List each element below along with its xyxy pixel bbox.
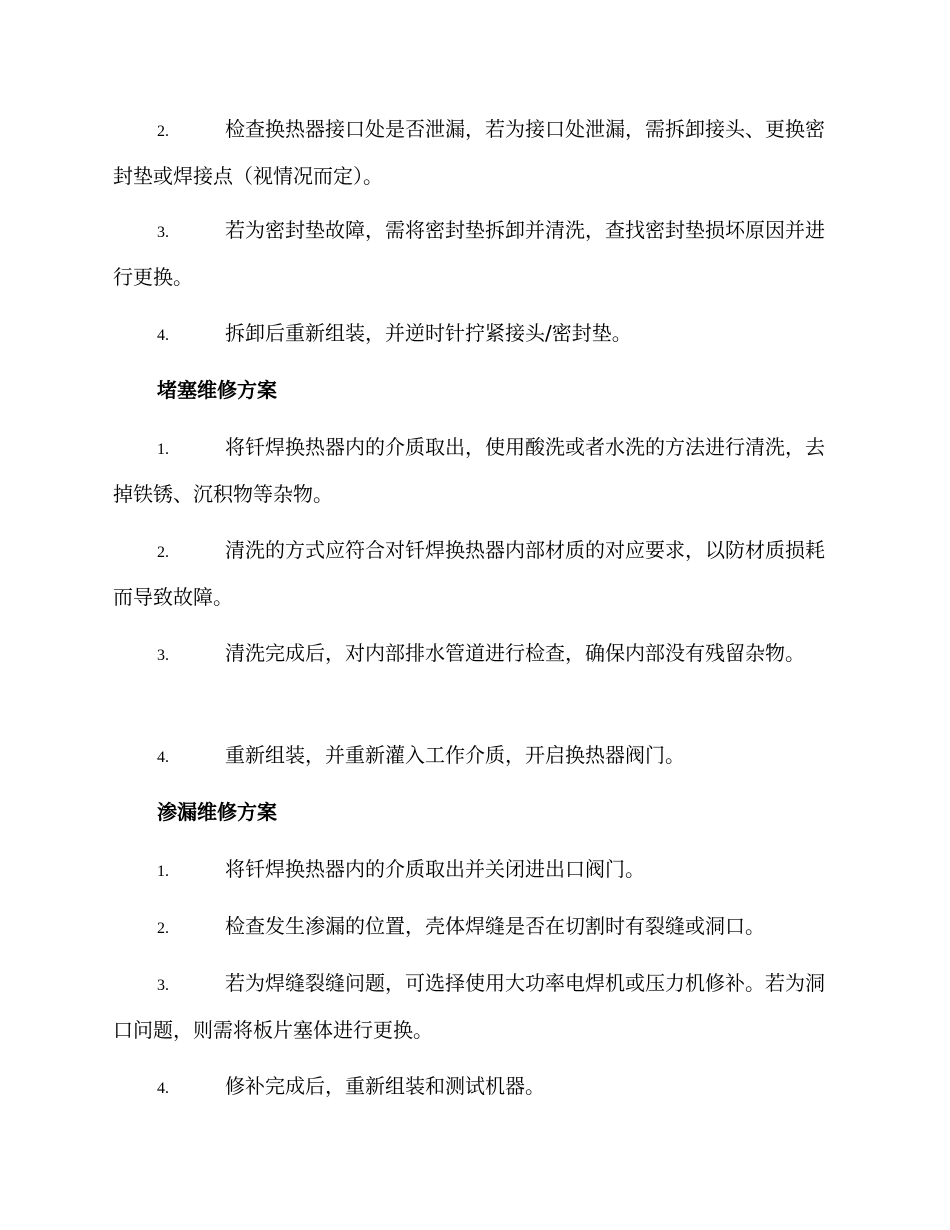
list-item-number: 4. bbox=[157, 749, 169, 766]
list-item-text: 将钎焊换热器内的介质取出并关闭进出口阀门。 bbox=[225, 857, 645, 881]
section-heading: 渗漏维修方案 bbox=[157, 800, 277, 824]
list-item-text: 检查发生渗漏的位置，壳体焊缝是否在切割时有裂缝或洞口。 bbox=[225, 914, 765, 938]
list-item-number: 1. bbox=[157, 441, 169, 458]
list-item bbox=[113, 847, 838, 894]
list-item bbox=[113, 904, 838, 951]
list-item-text: 重新组装，并重新灌入工作介质，开启换热器阀门。 bbox=[225, 743, 685, 767]
list-item-text: 拆卸后重新组装，并逆时针拧紧接头/密封垫。 bbox=[225, 321, 632, 345]
list-item bbox=[113, 733, 838, 780]
list-item bbox=[113, 107, 838, 199]
list-item-number: 3. bbox=[157, 647, 169, 664]
list-item-text: 清洗的方式应符合对钎焊换热器内部材质的对应要求，以防材质损耗而导致故障。 bbox=[113, 538, 825, 609]
list-item-text: 修补完成后，重新组装和测试机器。 bbox=[225, 1074, 545, 1098]
section-heading: 堵塞维修方案 bbox=[157, 378, 277, 402]
list-item-number: 2. bbox=[157, 544, 169, 561]
list-item-number: 4. bbox=[157, 327, 169, 344]
list-item-number: 2. bbox=[157, 920, 169, 937]
list-item-number: 3. bbox=[157, 224, 169, 241]
list-item bbox=[113, 961, 838, 1053]
list-item-number: 1. bbox=[157, 863, 169, 880]
list-item bbox=[113, 311, 838, 358]
list-item bbox=[113, 1064, 838, 1111]
list-item bbox=[113, 208, 838, 300]
list-item-number: 3. bbox=[157, 977, 169, 994]
list-item bbox=[113, 631, 838, 678]
list-item-text: 若为密封垫故障，需将密封垫拆卸并清洗，查找密封垫损坏原因并进行更换。 bbox=[113, 218, 825, 289]
list-item-text: 检查换热器接口处是否泄漏，若为接口处泄漏，需拆卸接头、更换密封垫或焊接点（视情况而定）。 bbox=[113, 117, 825, 188]
list-item-text: 将钎焊换热器内的介质取出，使用酸洗或者水洗的方法进行清洗，去掉铁锈、沉积物等杂物。 bbox=[113, 435, 825, 506]
list-item-text: 清洗完成后，对内部排水管道进行检查，确保内部没有残留杂物。 bbox=[225, 641, 805, 665]
list-item-number: 2. bbox=[157, 123, 169, 140]
list-item-number: 4. bbox=[157, 1080, 169, 1097]
list-item bbox=[113, 528, 838, 620]
list-item bbox=[113, 425, 838, 517]
list-item-text: 若为焊缝裂缝问题，可选择使用大功率电焊机或压力机修补。若为洞口问题，则需将板片塞体进行更换。 bbox=[113, 971, 825, 1042]
